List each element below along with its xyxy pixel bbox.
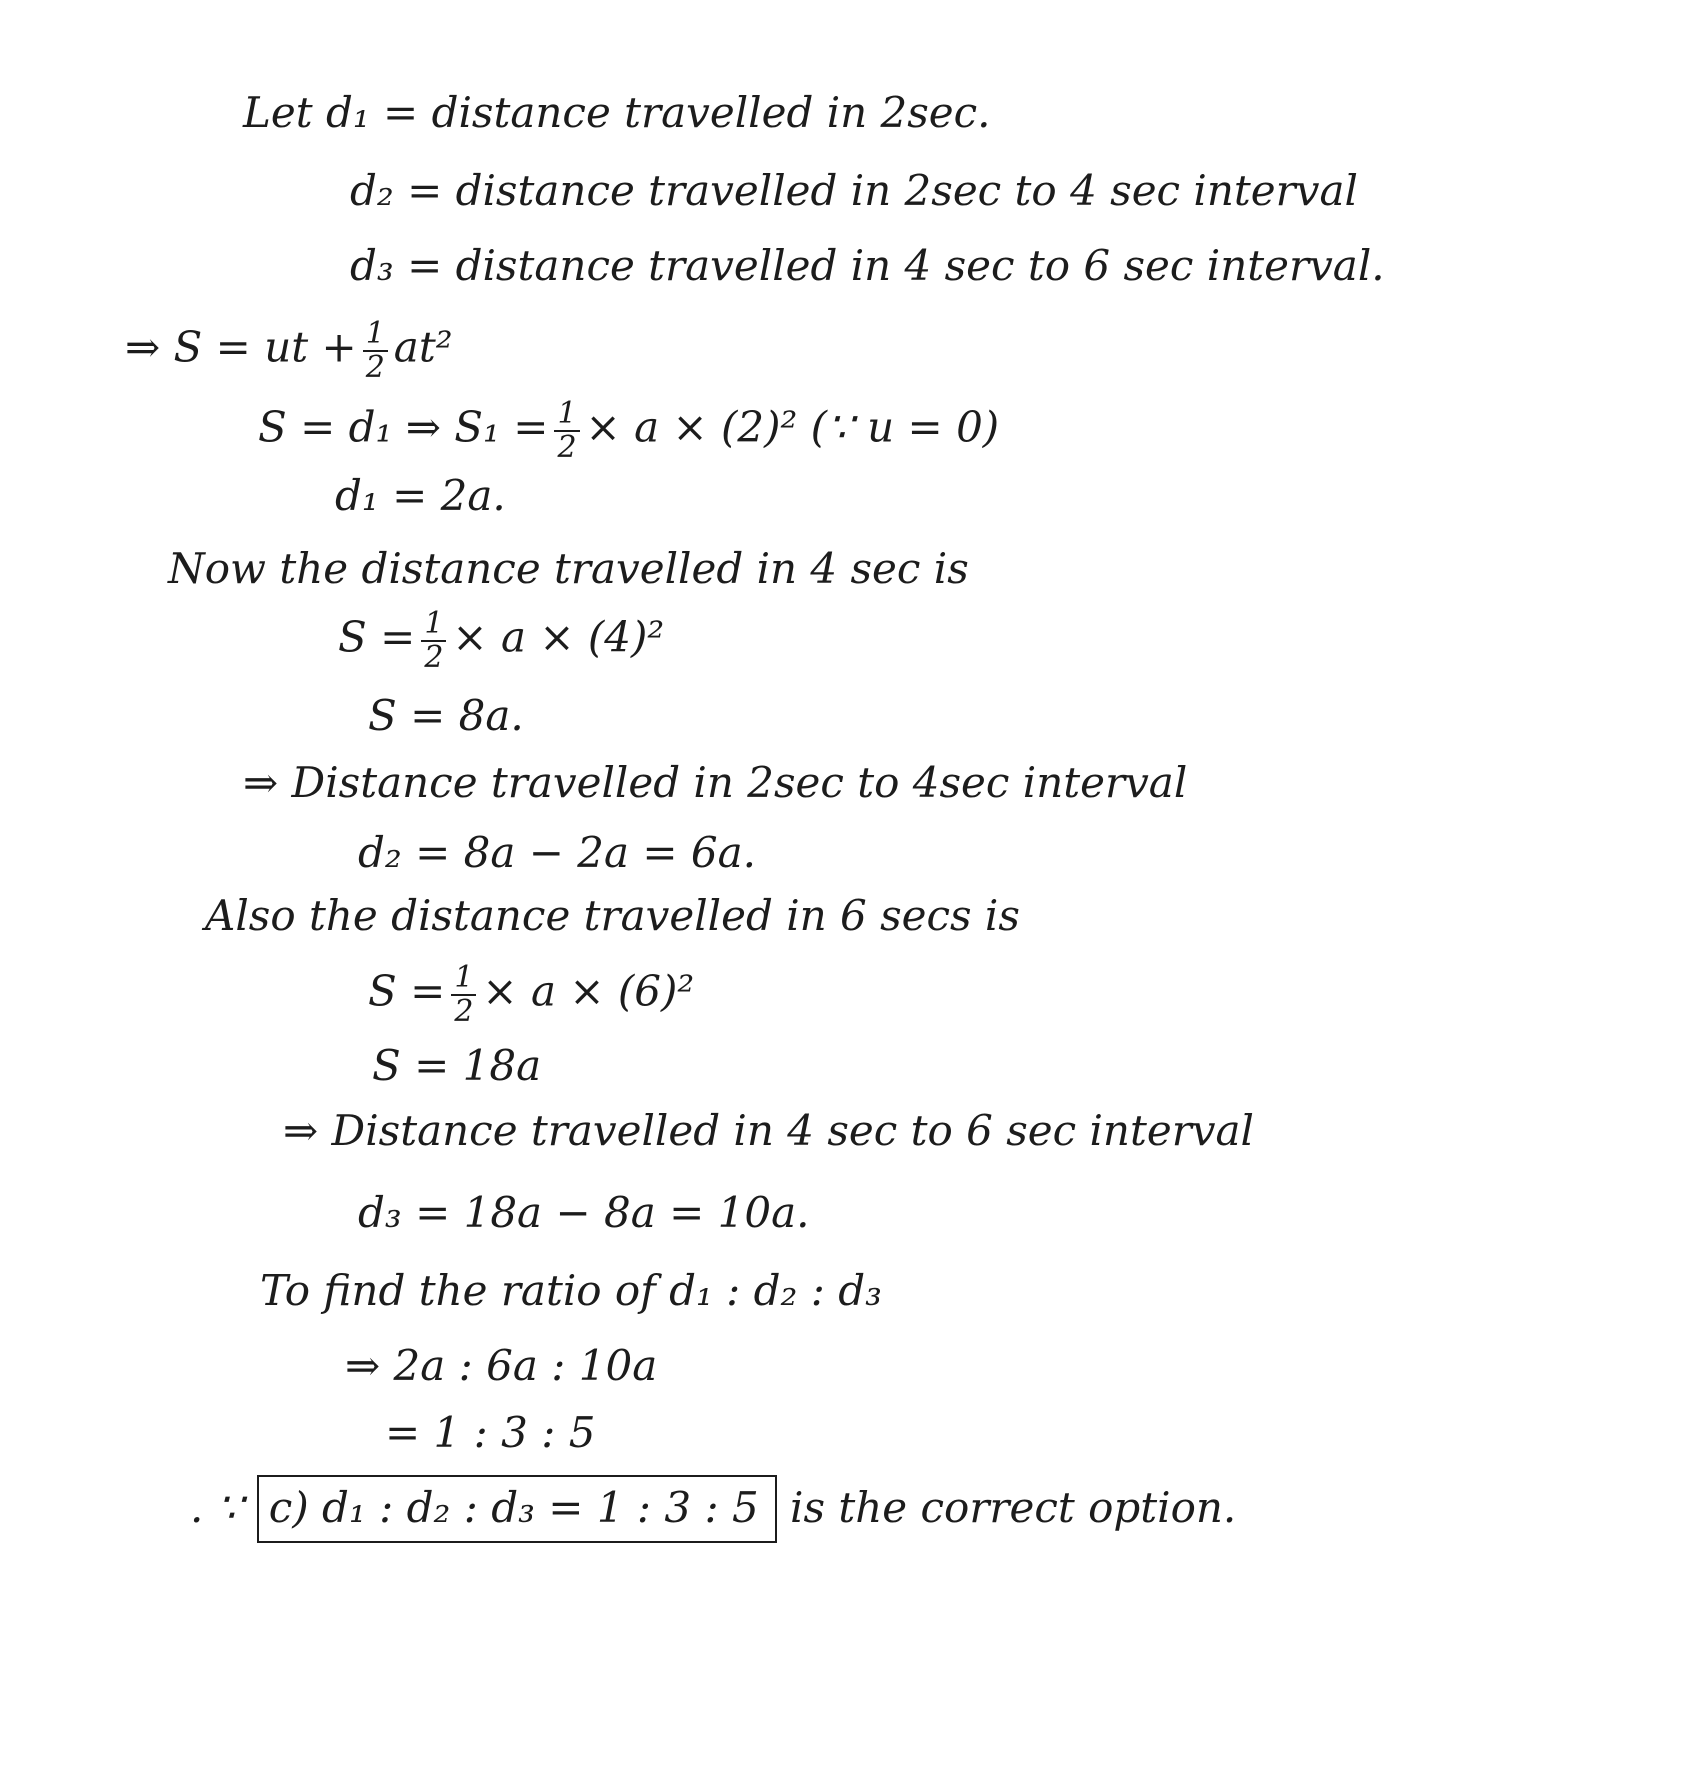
line-definition-d1: Let d₁ = distance travelled in 2sec. — [243, 88, 991, 137]
therefore-symbol: . ∵ — [190, 1483, 244, 1532]
line-d2-result: d₂ = 8a − 2a = 6a. — [358, 828, 757, 877]
equation-suffix: × a × (2)² (∵ u = 0) — [585, 402, 1000, 452]
fraction-numerator: 1 — [363, 318, 388, 352]
fraction-numerator: 1 — [451, 962, 476, 996]
fraction-denominator: 2 — [365, 349, 385, 385]
line-d1-result: d₁ = 2a. — [335, 471, 506, 520]
line-distance-2-to-4: ⇒ Distance travelled in 2sec to 4sec interval — [243, 758, 1188, 807]
line-ratio-heading: To find the ratio of d₁ : d₂ : d₃ — [260, 1266, 882, 1315]
line-also-statement: Also the distance travelled in 6 secs is — [205, 891, 1020, 940]
answer-suffix: is the correct option. — [790, 1483, 1237, 1532]
fraction-half — [421, 608, 446, 673]
equation-prefix: S = — [338, 612, 416, 662]
line-now-statement: Now the distance travelled in 4 sec is — [168, 544, 969, 593]
fraction-numerator: 1 — [421, 608, 446, 642]
equation-prefix: ⇒ S = ut + — [125, 322, 357, 372]
line-ratio-values: ⇒ 2a : 6a : 10a — [345, 1341, 658, 1390]
fraction-numerator: 1 — [554, 398, 579, 432]
line-ratio-simplified: = 1 : 3 : 5 — [385, 1408, 596, 1457]
equation-suffix: × a × (4)² — [452, 612, 665, 662]
fraction-denominator: 2 — [454, 993, 474, 1029]
answer-box — [257, 1475, 777, 1543]
line-definition-d2: d₂ = distance travelled in 2sec to 4 sec interval — [350, 166, 1358, 215]
line-s-8a: S = 8a. — [368, 691, 524, 740]
fraction-denominator: 2 — [424, 639, 444, 675]
answer-text: c) d₁ : d₂ : d₃ = 1 : 3 : 5 — [268, 1483, 759, 1532]
fraction-half — [554, 398, 579, 463]
line-final-answer — [190, 1475, 1236, 1543]
line-definition-d3: d₃ = distance travelled in 4 sec to 6 sec interval. — [350, 241, 1385, 290]
line-s1-equation — [258, 398, 999, 463]
line-distance-4-to-6: ⇒ Distance travelled in 4 sec to 6 sec interval — [283, 1106, 1254, 1155]
equation-suffix: × a × (6)² — [482, 966, 695, 1016]
fraction-half — [363, 318, 388, 383]
equation-prefix: S = — [368, 966, 446, 1016]
line-equation-of-motion — [125, 318, 453, 383]
line-s-18a: S = 18a — [372, 1041, 542, 1090]
fraction-half — [451, 962, 476, 1027]
line-s-6sec-equation — [368, 962, 694, 1027]
equation-suffix: at² — [393, 322, 453, 372]
fraction-denominator: 2 — [557, 429, 577, 465]
line-s-4sec-equation — [338, 608, 664, 673]
equation-prefix: S = d₁ ⇒ S₁ = — [258, 402, 549, 452]
line-d3-result: d₃ = 18a − 8a = 10a. — [358, 1188, 810, 1237]
